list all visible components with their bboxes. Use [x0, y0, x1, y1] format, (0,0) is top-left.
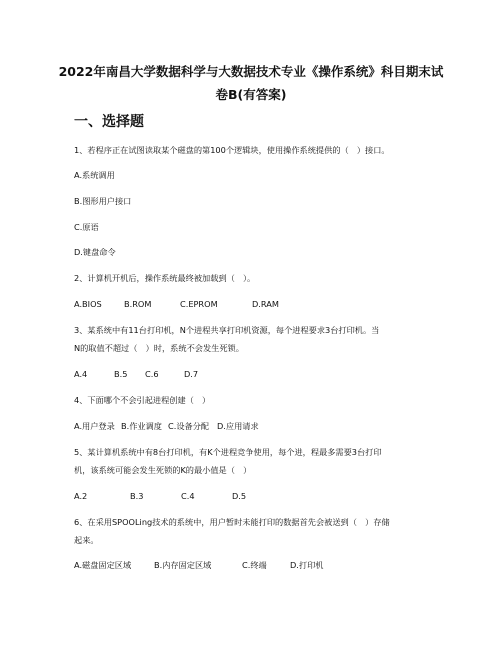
question-6-options	[74, 559, 323, 571]
question-5-options	[74, 490, 246, 502]
question-6-option-d: D.打印机	[290, 560, 324, 570]
question-6-stem-line2: 起来。	[74, 535, 99, 545]
question-6-option-b: B.内存固定区域	[154, 560, 212, 570]
question-3-option-d: D.7	[184, 369, 199, 379]
question-1-option-a: A.系统调用	[74, 170, 115, 180]
section-heading: 一、选择题	[74, 114, 144, 130]
document-title-line1: 2022年南昌大学数据科学与大数据技术专业《操作系统》科目期末试	[58, 64, 444, 79]
question-5-option-d: D.5	[232, 491, 247, 501]
question-4-option-c: C.设备分配	[168, 421, 210, 431]
question-3-stem-line2: N的取值不超过（ ）时，系统不会发生死锁。	[74, 343, 244, 353]
question-6-stem-line1: 6、在采用SPOOLing技术的系统中，用户暂时未能打印的数据首先会被送到（ ）存储	[74, 517, 390, 527]
question-4-option-d: D.应用请求	[217, 421, 259, 431]
question-3-option-c: C.6	[145, 369, 159, 379]
question-2-option-b: B.ROM	[124, 299, 152, 309]
question-1-stem: 1、若程序正在试图读取某个磁盘的第100个逻辑块，使用操作系统提供的（ ）接口。	[74, 145, 390, 155]
question-1-option-d: D.键盘命令	[74, 247, 116, 257]
question-2-stem: 2、计算机开机后，操作系统最终被加载到（ ）。	[74, 273, 256, 283]
question-1-option-c: C.原语	[74, 222, 99, 232]
question-3-stem-line1: 3、某系统中有11台打印机，N个进程共享打印机资源，每个进程要求3台打印机。当	[74, 325, 380, 335]
question-5-stem-line2: 机，该系统可能会发生死锁的K的最小值是（ ）	[74, 465, 252, 475]
question-4-stem: 4、下面哪个不会引起进程创建（ ）	[74, 395, 211, 405]
question-4-option-b: B.作业调度	[121, 421, 162, 431]
question-5-option-a: A.2	[74, 491, 88, 501]
question-1-option-b: B.图形用户接口	[74, 196, 132, 206]
question-4-option-a: A.用户登录	[74, 421, 115, 431]
question-5-stem-line1: 5、某计算机系统中有8台打印机，有K个进程竞争使用，每个进，程最多需要3台打印	[74, 447, 382, 457]
question-3-option-a: A.4	[74, 369, 88, 379]
question-3-options	[74, 368, 198, 380]
question-5-option-c: C.4	[181, 491, 195, 501]
question-2-option-d: D.RAM	[252, 299, 279, 309]
question-4-options	[74, 420, 259, 432]
question-6-option-c: C.终端	[242, 560, 267, 570]
question-5-option-b: B.3	[130, 491, 144, 501]
document-title-line2: 卷B(有答案)	[215, 87, 287, 102]
question-2-option-c: C.EPROM	[180, 299, 218, 309]
question-6-option-a: A.磁盘固定区域	[74, 560, 132, 570]
question-3-option-b: B.5	[114, 369, 128, 379]
question-2-options	[74, 298, 279, 310]
question-2-option-a: A.BIOS	[74, 299, 102, 309]
